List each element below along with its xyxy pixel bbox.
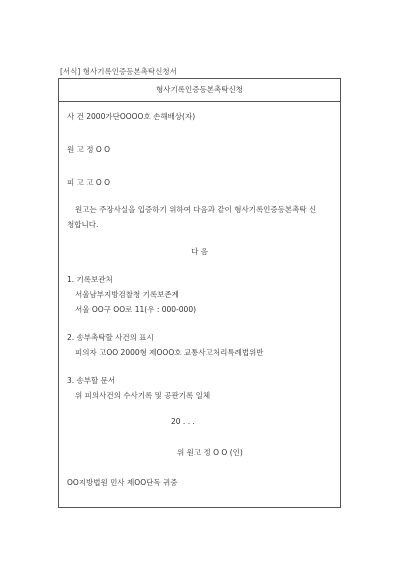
item-2-line-1: 피의자 고OO 2000형 제OOO호 교통사고처리특례법위반 xyxy=(75,348,264,357)
body-text-line-1: 원고는 주장사실을 입증하기 위하여 다음과 같이 형사기록인증등본촉탁 신 xyxy=(75,205,317,214)
defendant-line: 피 고 고 O O xyxy=(67,178,111,187)
item-3-title: 3. 송부할 문서 xyxy=(67,376,116,385)
section-heading: 다 음 xyxy=(191,247,208,256)
body-text-line-2: 청합니다. xyxy=(67,220,99,229)
form-title: 형사기록인증등본촉탁신청 xyxy=(59,79,340,102)
application-form xyxy=(58,78,341,508)
item-3-line-1: 위 피의사건의 수사기록 및 공판기록 일체 xyxy=(75,391,211,400)
item-2-title: 2. 송부촉탁할 사건의 표시 xyxy=(67,333,154,342)
item-1-line-2: 서울 OO구 OO로 11(우 : 000-000) xyxy=(75,305,197,314)
form-label: [서식] 형사기록인증등본촉탁신청서 xyxy=(60,67,177,76)
recipient-line: OO지방법원 민사 제OO단독 귀중 xyxy=(67,478,178,487)
case-line: 사 건 2000가단OOOO호 손해배상(자) xyxy=(67,112,196,121)
item-1-line-1: 서울남부지방검찰청 기록보존계 xyxy=(75,290,179,299)
signature-line: 위 원고 정 O O (인) xyxy=(177,448,243,457)
plaintiff-line: 원 고 정 O O xyxy=(67,145,111,154)
item-1-title: 1. 기록보관처 xyxy=(67,275,113,284)
date-line: 20 . . . xyxy=(171,417,195,426)
